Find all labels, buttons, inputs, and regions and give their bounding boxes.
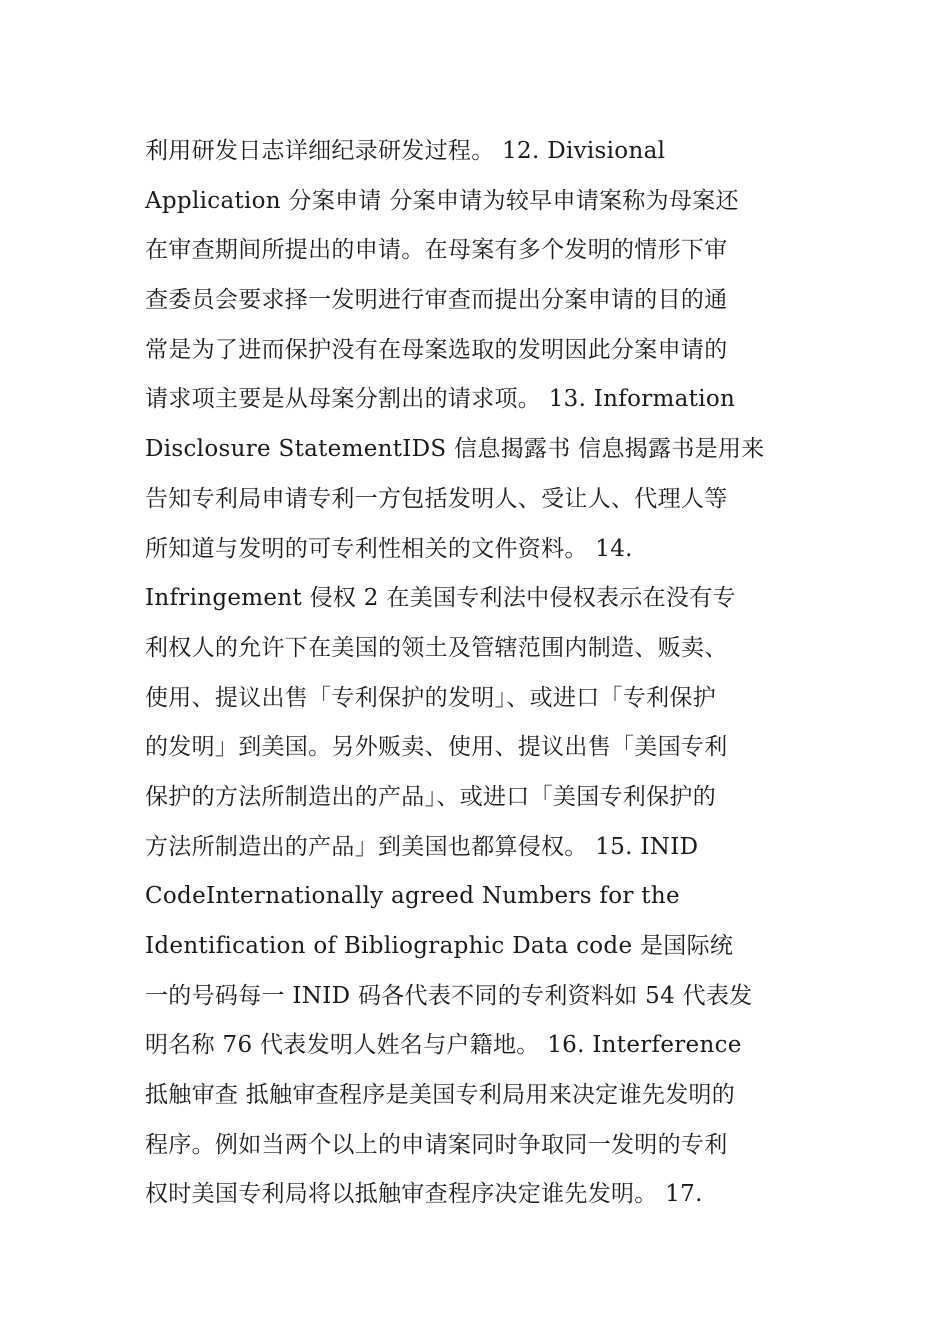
text-line: 抵触审查 抵触审查程序是美国专利局用来决定谁先发明的 xyxy=(145,1082,736,1109)
text-line: Infringement 侵权 2 在美国专利法中侵权表示在没有专 xyxy=(145,585,736,612)
text-line: 一的号码每一 INID 码各代表不同的专利资料如 54 代表发 xyxy=(145,982,753,1009)
text-line: 利权人的允许下在美国的领土及管辖范围内制造、贩卖、 xyxy=(145,634,728,661)
text-line: 的发明」到美国。另外贩卖、使用、提议出售「美国专利 xyxy=(145,734,728,761)
text-line: CodeInternationally agreed Numbers for the xyxy=(145,883,680,910)
text-line: 方法所制造出的产品」到美国也都算侵权。 15. INID xyxy=(145,833,699,860)
text-line: 查委员会要求择一发明进行审查而提出分案申请的目的通 xyxy=(145,287,728,314)
text-line: 所知道与发明的可专利性相关的文件资料。 14. xyxy=(145,535,633,562)
text-line: 明名称 76 代表发明人姓名与户籍地。 16. Interference xyxy=(145,1032,742,1059)
text-line: 利用研发日志详细纪录研发过程。 12. Divisional xyxy=(145,138,666,164)
text-line: 在审查期间所提出的申请。在母案有多个发明的情形下审 xyxy=(145,237,728,264)
text-line: Identification of Bibliographic Data code 是国际统 xyxy=(145,933,734,959)
body-text xyxy=(145,127,805,1220)
text-line: 请求项主要是从母案分割出的请求项。 13. Information xyxy=(145,386,736,413)
text-line: 告知专利局申请专利一方包括发明人、受让人、代理人等 xyxy=(145,485,728,512)
text-line: 保护的方法所制造出的产品」、或进口「美国专利保护的 xyxy=(145,783,716,810)
text-line: 权时美国专利局将以抵触审查程序决定谁先发明。 17. xyxy=(145,1181,703,1208)
text-line: 使用、提议出售「专利保护的发明」、或进口「专利保护 xyxy=(145,684,716,711)
text-line: Application 分案申请 分案申请为较早申请案称为母案还 xyxy=(145,187,739,214)
text-line: 程序。例如当两个以上的申请案同时争取同一发明的专利 xyxy=(145,1131,728,1158)
text-line: Disclosure StatementIDS 信息揭露书 信息揭露书是用来 xyxy=(145,436,765,463)
text-line: 常是为了进而保护没有在母案选取的发明因此分案申请的 xyxy=(145,336,728,363)
